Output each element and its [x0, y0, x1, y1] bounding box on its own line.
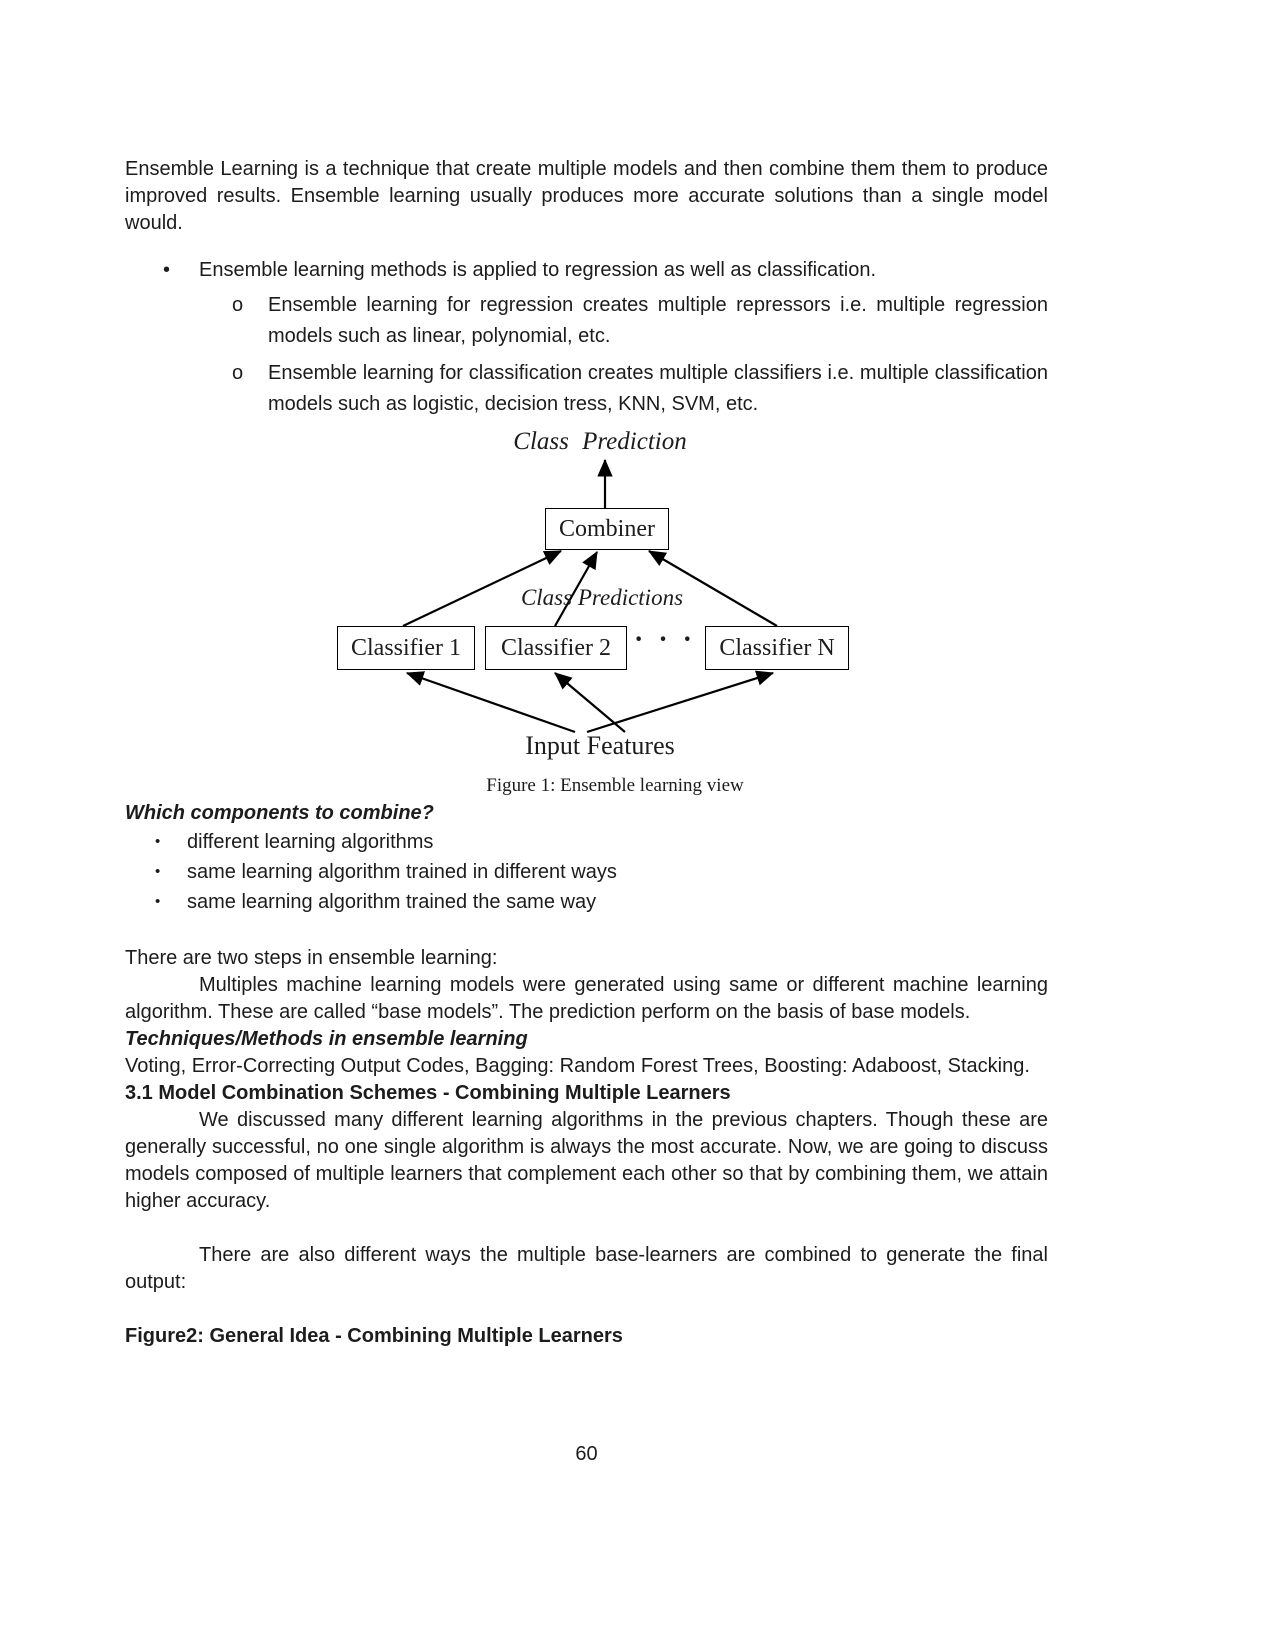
figure-ensemble-learning-diagram: [125, 428, 1048, 800]
steps-body: Multiples machine learning models were generated using same or different machine learning algorithm. These are called “base models”. The prediction perform on the basis of base models.: [125, 974, 1048, 1023]
figure1-caption: Figure 1: Ensemble learning view: [486, 775, 744, 796]
combiner-box: Combiner: [545, 508, 669, 550]
component-item: [155, 857, 1048, 887]
intro-paragraph: Ensemble Learning is a technique that create multiple models and then combine them them to produce improved results. Ensemble learning usually produces more accurate solutions than a single model would.: [125, 158, 1048, 234]
steps-lead: There are two steps in ensemble learning:: [125, 947, 498, 969]
bullet-marker: •: [155, 863, 161, 880]
classifierN-box: Classifier N: [705, 626, 849, 670]
page-content: [125, 136, 1048, 1350]
sub-bullet-classification: [232, 358, 1048, 420]
bullet-marker: •: [155, 833, 161, 850]
components-heading: Which components to combine?: [125, 802, 434, 824]
arrow-input-to-classifierN: [587, 673, 773, 732]
input-features-label: Input Features: [525, 731, 675, 760]
component-item: [155, 887, 1048, 917]
section-3-1-heading: 3.1 Model Combination Schemes - Combining Multiple Learners: [125, 1082, 731, 1104]
bullet-marker: •: [163, 259, 171, 281]
figure2-caption: Figure2: General Idea - Combining Multiple Learners: [125, 1325, 623, 1347]
bullet-item-regression-classification: [163, 257, 1048, 284]
arrow-input-to-classifier1: [407, 673, 575, 732]
sub-bullet-regression: [232, 290, 1048, 352]
output-paragraph: There are also different ways the multiple base-learners are combined to generate the final output:: [125, 1244, 1048, 1293]
classifier1-box: Classifier 1: [337, 626, 475, 670]
classifier2-box: Classifier 2: [485, 626, 627, 670]
bullet-marker: •: [155, 893, 161, 910]
sub-bullet-text: Ensemble learning for classification creates multiple classifiers i.e. multiple classification models such as logistic, decision tress, KNN, SVM, etc.: [268, 362, 1048, 415]
component-item-text: different learning algorithms: [187, 831, 434, 853]
page-number: 60: [575, 1443, 598, 1465]
section-3-1-paragraph: We discussed many different learning algorithms in the previous chapters. Though these are generally successful, no one single algorithm is always the most accurate. Now, we are going to discuss models composed of multiple learners that complement each other so that by combining them, we attain higher accuracy.: [125, 1109, 1048, 1212]
sub-bullet-marker: o: [232, 294, 244, 316]
component-item-text: same learning algorithm trained in different ways: [187, 861, 617, 883]
techniques-body: Voting, Error-Correcting Output Codes, Bagging: Random Forest Trees, Boosting: Adaboost, Stacking.: [125, 1055, 1030, 1077]
class-predictions-label: Class Predictions: [520, 585, 684, 610]
sub-bullet-marker: o: [232, 362, 244, 384]
techniques-heading: Techniques/Methods in ensemble learning: [125, 1028, 528, 1050]
ellipsis-dots: · · ·: [633, 624, 696, 655]
component-item-text: same learning algorithm trained the same way: [187, 891, 597, 913]
component-item: [155, 827, 1048, 857]
sub-bullet-text: Ensemble learning for regression creates multiple repressors i.e. multiple regression models such as linear, polynomial, etc.: [268, 294, 1048, 347]
bullet-text: Ensemble learning methods is applied to regression as well as classification.: [199, 259, 877, 281]
class-prediction-label: Class Prediction: [513, 428, 687, 455]
